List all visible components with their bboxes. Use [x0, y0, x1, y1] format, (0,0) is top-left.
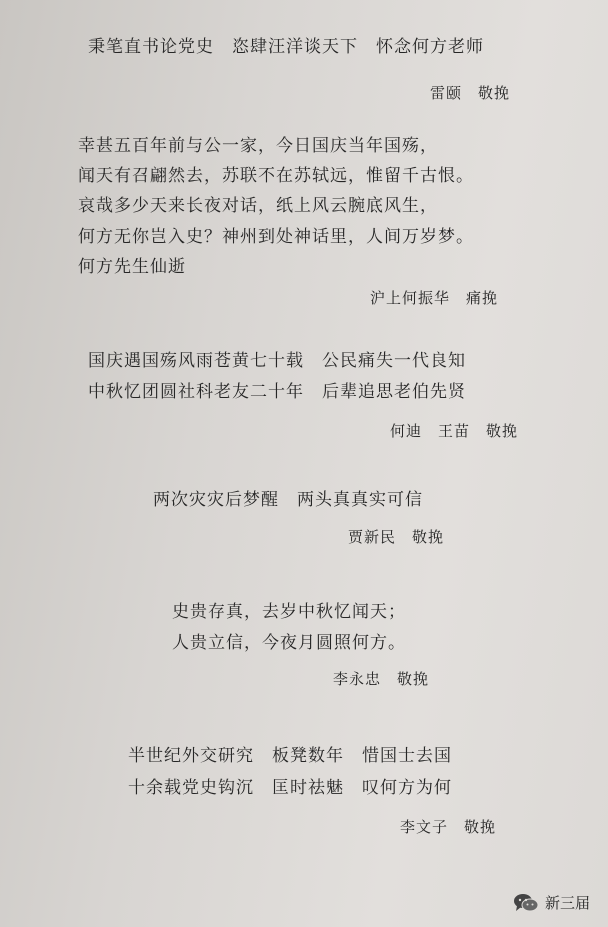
elegy-4-line-1: 两次灾灾后梦醒 两头真真实可信: [153, 490, 423, 510]
elegy-5-line-2: 人贵立信，今夜月圆照何方。: [172, 633, 406, 653]
elegy-3-signature: 何迪 王苗 敬挽: [390, 422, 519, 440]
elegy-2-line-4: 何方无你岂入史？神州到处神话里，人间万岁梦。: [78, 227, 474, 247]
elegy-4-signature: 贾新民 敬挽: [348, 528, 445, 546]
elegy-6-line-2: 十余载党史钩沉 匡时祛魅 叹何方为何: [128, 778, 452, 798]
elegy-2-line-3: 哀哉多少天来长夜对话，纸上风云腕底风生，: [78, 196, 438, 216]
elegy-5-signature: 李永忠 敬挽: [333, 670, 430, 688]
elegy-3-line-1: 国庆遇国殇风雨苍黄七十载 公民痛失一代良知: [88, 351, 466, 371]
elegy-2-signature: 沪上何振华 痛挽: [370, 289, 499, 307]
elegy-1-line-1: 秉笔直书论党史 恣肆汪洋谈天下 怀念何方老师: [88, 37, 484, 57]
wechat-icon: [513, 893, 539, 913]
elegy-5-line-1: 史贵存真，去岁中秋忆闻天；: [172, 602, 406, 622]
elegy-6-line-1: 半世纪外交研究 板凳数年 惜国士去国: [128, 746, 452, 766]
elegy-2-line-2: 闻天有召翩然去，苏联不在苏轼远，惟留千古恨。: [78, 166, 474, 186]
elegy-6-signature: 李文子 敬挽: [400, 818, 497, 836]
elegy-2-line-1: 幸甚五百年前与公一家，今日国庆当年国殇，: [78, 136, 438, 156]
watermark-text: 新三届: [544, 894, 590, 912]
elegy-3-line-2: 中秋忆团圆社科老友二十年 后辈追思老伯先贤: [88, 382, 466, 402]
watermark: [513, 892, 590, 913]
elegy-2-line-5: 何方先生仙逝: [78, 257, 186, 277]
elegy-1-signature: 雷颐 敬挽: [430, 84, 511, 102]
